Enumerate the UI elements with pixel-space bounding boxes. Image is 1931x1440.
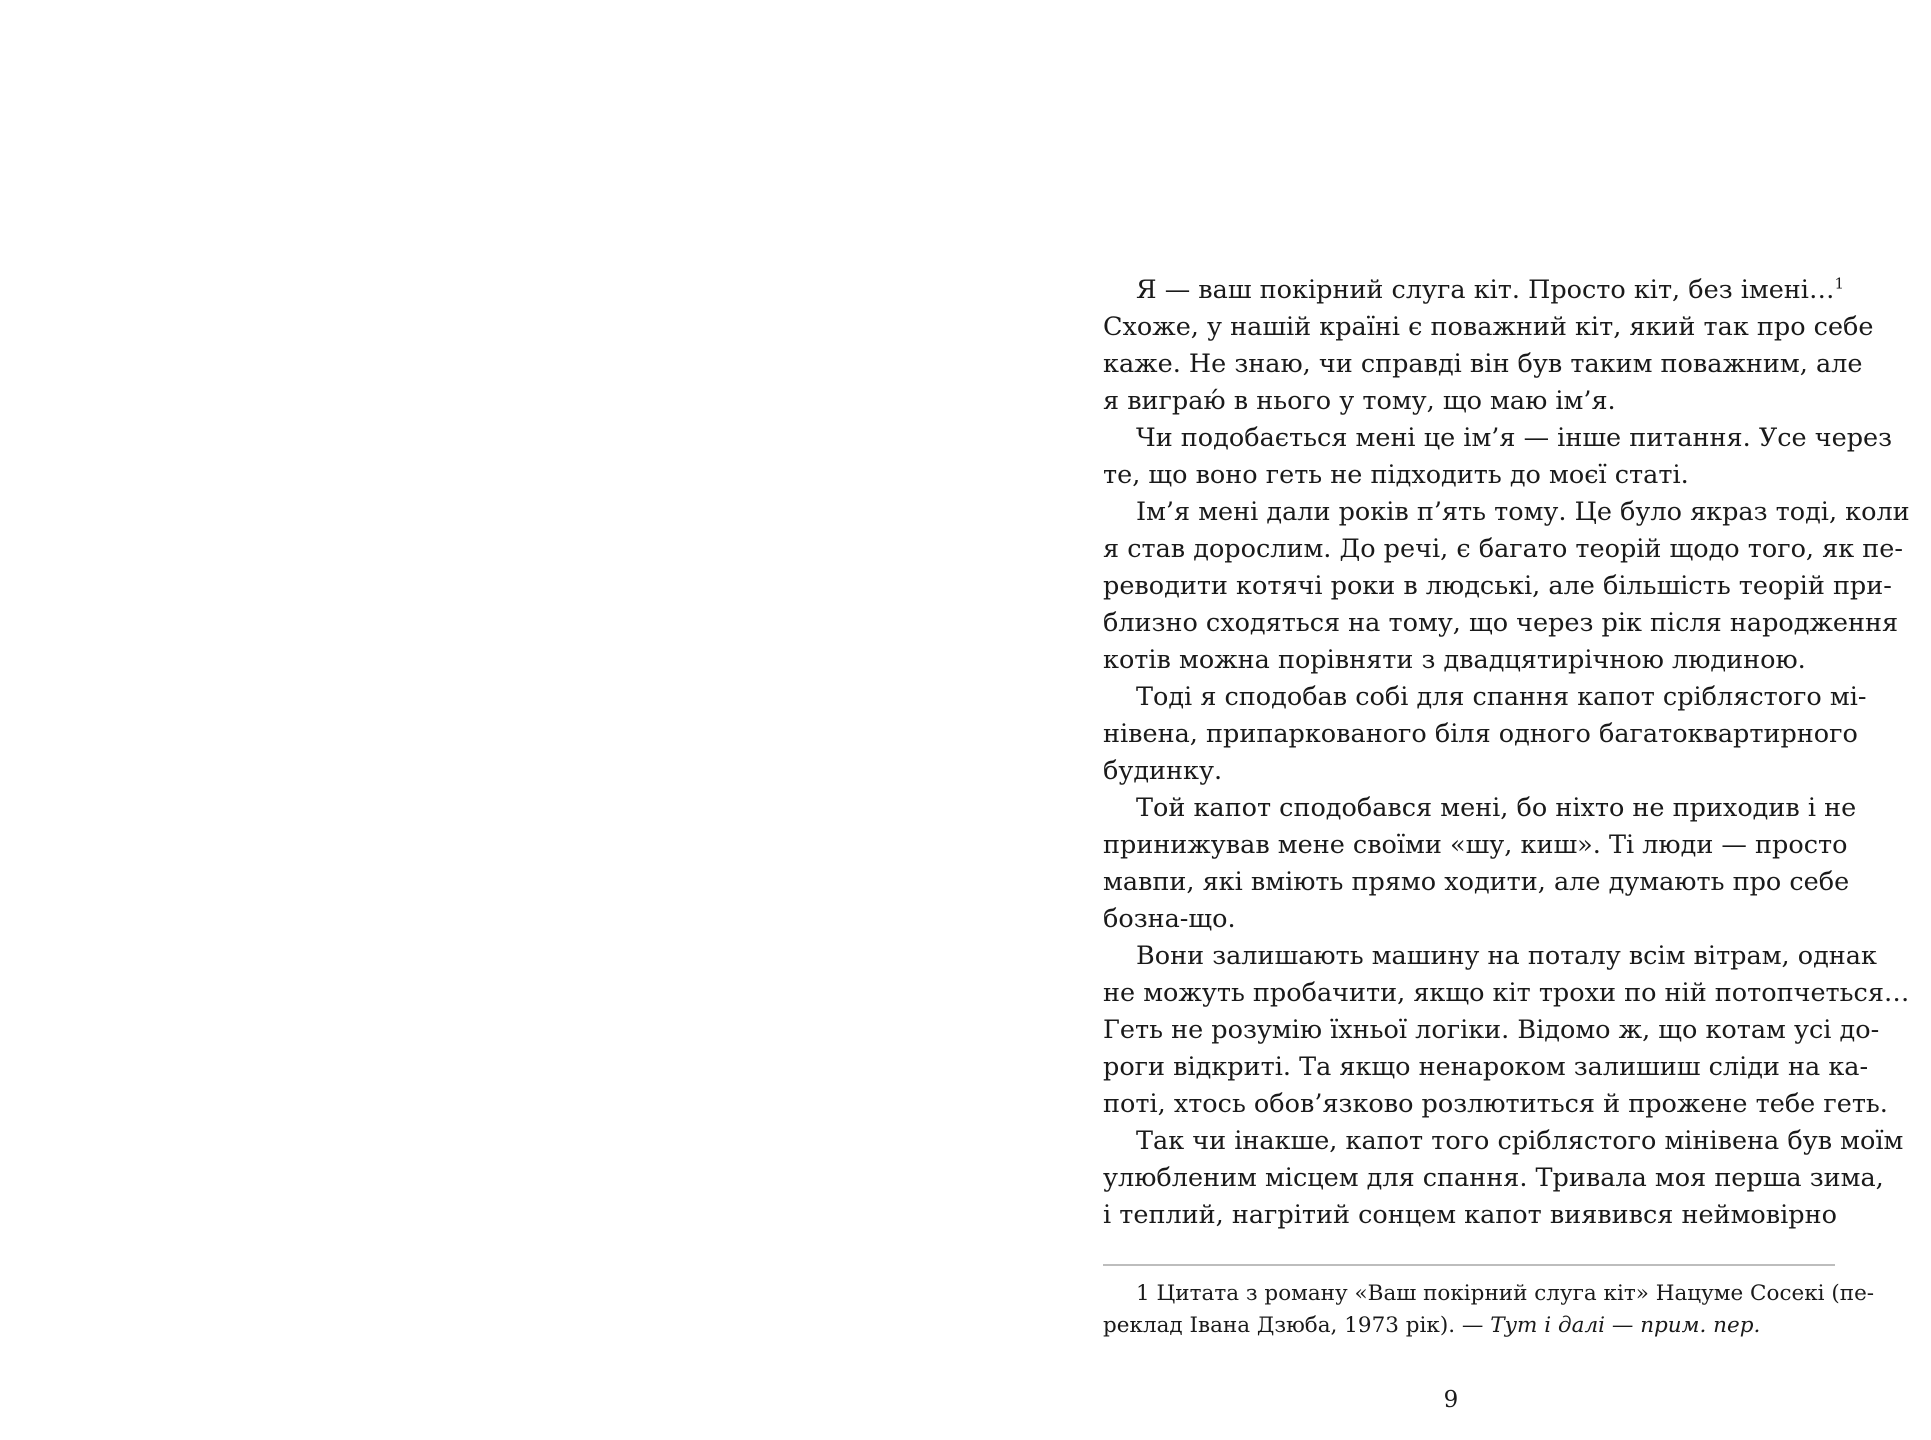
- page-number: 9: [1443, 1387, 1459, 1413]
- body-line-21: Геть не розумію їхньої логіки. Відомо ж, що котам усі до-: [1103, 1015, 1880, 1045]
- body-text: [1103, 272, 1910, 1234]
- footnote-dash: —: [1605, 1313, 1641, 1338]
- body-line-8: я став дорослим. До речі, є багато теорій щодо того, як пе-: [1103, 534, 1903, 564]
- body-line-10: близно сходяться на тому, що через рік після народження: [1103, 608, 1899, 638]
- body-line-12: Тоді я сподобав собі для спання капот сріблястого мі-: [1136, 682, 1867, 712]
- body-line-15: Той капот сподобався мені, бо ніхто не приходив і не: [1136, 793, 1857, 823]
- right-page: [960, 0, 1920, 1440]
- body-line-16: принижував мене своїми «шу, киш». Ті люди — просто: [1103, 830, 1848, 860]
- body-line-14: будинку.: [1103, 756, 1223, 786]
- footnote-reference[interactable]: 1: [1834, 274, 1845, 293]
- body-line-3: каже. Не знаю, чи справді він був таким поважним, але: [1103, 349, 1863, 379]
- body-line-25: улюбленим місцем для спання. Тривала моя перша зима,: [1103, 1163, 1884, 1193]
- body-line-5: Чи подобається мені це ім’я — інше питання. Усе через: [1136, 423, 1893, 453]
- body-line-17: мавпи, які вміють прямо ходити, але думають про себе: [1103, 867, 1850, 897]
- body-line-23: поті, хтось обов’язково розлютиться й прожене тебе геть.: [1103, 1089, 1888, 1119]
- body-line-7: Ім’я мені дали років п’ять тому. Це було якраз тоді, коли: [1136, 497, 1910, 527]
- footnote-divider: [1103, 1264, 1835, 1266]
- body-line-18: бозна-що.: [1103, 904, 1236, 934]
- body-line-19: Вони залишають машину на поталу всім вітрам, однак: [1136, 941, 1877, 971]
- body-line-4: я виграю́ в нього у тому, що маю ім’я.: [1103, 386, 1616, 416]
- body-line-24: Так чи інакше, капот того сріблястого мінівена був моїм: [1136, 1126, 1904, 1156]
- footnote-line-2-text: реклад Івана Дзюба, 1973 рік). —: [1103, 1313, 1491, 1338]
- body-line-6: те, що воно геть не підходить до моєї статі.: [1103, 460, 1689, 490]
- body-line-22: роги відкриті. Та якщо ненароком залишиш сліди на ка-: [1103, 1052, 1869, 1082]
- footnote-line-2: [1103, 1310, 1835, 1342]
- footnote-number: 1: [1136, 1281, 1150, 1306]
- body-line-9: реводити котячі роки в людські, але більшість теорій при-: [1103, 571, 1892, 601]
- footnote-line-1-text: Цитата з роману «Ваш покірний слуга кіт» Нацуме Сосекі (пе-: [1156, 1281, 1875, 1306]
- body-line-2: Схоже, у нашій країні є поважний кіт, який так про себе: [1103, 312, 1874, 342]
- body-line-26: і теплий, нагрітий сонцем капот виявився неймовірно: [1103, 1200, 1837, 1230]
- footnote-italic-b: прим. пер.: [1640, 1313, 1761, 1338]
- body-line-1: Я — ваш покірний слуга кіт. Просто кіт, без імені…$^1$: [1136, 274, 1845, 305]
- footnote: [1103, 1278, 1875, 1342]
- body-line-11: котів можна порівняти з двадцятирічною людиною.: [1103, 645, 1806, 675]
- footnote-line-1: [1103, 1278, 1875, 1310]
- left-page-blank: [0, 0, 960, 1440]
- body-line-20: не можуть пробачити, якщо кіт трохи по ній потопчеться…: [1103, 978, 1910, 1008]
- body-line-13: нівена, припаркованого біля одного багатоквартирного: [1103, 719, 1858, 749]
- footnote-italic-a: Тут і далі: [1490, 1313, 1606, 1338]
